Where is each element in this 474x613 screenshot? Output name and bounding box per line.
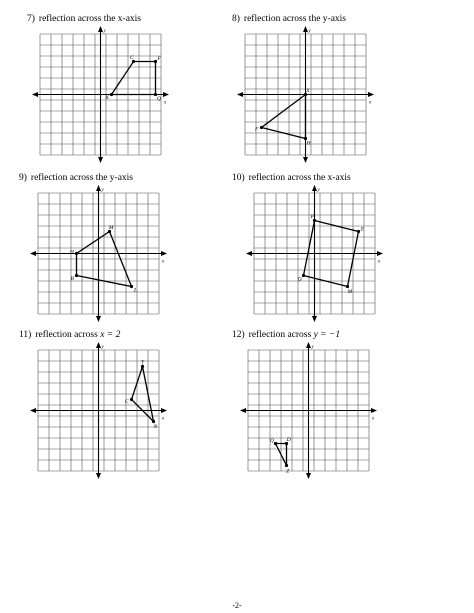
x-axis-arrow-left <box>30 408 36 413</box>
vertex-label: Q <box>157 96 162 103</box>
y-axis-label: y <box>311 345 314 350</box>
problem-number: 8) <box>232 14 240 24</box>
x-axis-arrow-right <box>371 408 377 413</box>
vertex-point <box>260 126 263 129</box>
problem-10 <box>232 173 452 323</box>
coordinate-grid <box>30 185 170 319</box>
y-axis-arrow-down <box>303 157 308 163</box>
problem-instruction: reflection across the y-axis <box>243 14 347 24</box>
vertex-label: E <box>360 226 365 233</box>
y-axis-arrow-up <box>98 26 103 32</box>
vertex-point <box>130 398 133 401</box>
problem-instruction: reflection across <box>35 330 98 340</box>
x-axis-arrow-left <box>30 251 36 256</box>
problem-title <box>232 330 340 340</box>
problem-title <box>19 330 120 340</box>
x-axis-label: x <box>378 259 381 265</box>
coordinate-grid <box>246 185 386 319</box>
vertex-label: F <box>157 55 161 62</box>
vertex-label: Q <box>269 437 274 444</box>
problem-number: 9) <box>19 173 27 183</box>
y-axis-label: y <box>317 188 320 193</box>
vertex-point <box>346 285 349 288</box>
vertex-point <box>285 464 288 467</box>
vertex-label: L <box>133 287 138 294</box>
vertex-label: Z <box>286 468 290 475</box>
vertex-label: C <box>124 399 129 406</box>
problem-8 <box>232 14 452 164</box>
x-axis-label: x <box>162 416 165 422</box>
x-axis-arrow-right <box>161 408 167 413</box>
vertex-point <box>110 93 113 96</box>
y-axis-arrow-up <box>312 185 317 191</box>
problem-instruction-math: y = −1 <box>313 330 341 340</box>
problem-title <box>27 14 141 24</box>
problem-title <box>232 14 346 24</box>
x-axis-arrow-right <box>161 251 167 256</box>
y-axis-label: y <box>101 188 104 193</box>
vertex-label: K <box>105 95 110 102</box>
x-axis-arrow-left <box>237 92 243 97</box>
y-axis-arrow-down <box>96 473 101 479</box>
figure-polygon <box>262 95 306 139</box>
vertex-label: B <box>70 276 74 283</box>
vertex-label: M <box>108 224 114 231</box>
y-axis-arrow-down <box>98 157 103 163</box>
y-axis-arrow-down <box>306 473 311 479</box>
y-axis-arrow-up <box>96 342 101 348</box>
y-axis-arrow-up <box>303 26 308 32</box>
vertex-label: F <box>254 126 259 133</box>
vertex-label: P <box>310 214 314 221</box>
problem-instruction: reflection across the y-axis <box>30 173 134 183</box>
y-axis-arrow-down <box>312 316 317 322</box>
y-axis-arrow-down <box>96 316 101 322</box>
problem-11 <box>19 330 239 480</box>
vertex-label: H <box>69 249 74 256</box>
x-axis-arrow-left <box>32 92 38 97</box>
problem-number: 11) <box>19 330 32 340</box>
x-axis-arrow-left <box>246 251 252 256</box>
coordinate-grid <box>32 26 172 160</box>
vertex-point <box>75 252 78 255</box>
x-axis-label: x <box>372 416 375 422</box>
y-axis-arrow-up <box>306 342 311 348</box>
vertex-point <box>274 442 277 445</box>
problem-instruction: reflection across <box>248 330 312 340</box>
x-axis-label: x <box>162 259 165 265</box>
problem-instruction: reflection across the x-axis <box>38 14 142 24</box>
vertex-label: N <box>153 424 158 431</box>
problem-9 <box>19 173 239 323</box>
problem-instruction-math: x = 2 <box>100 330 121 340</box>
problem-title <box>19 173 133 183</box>
x-axis-arrow-left <box>240 408 246 413</box>
y-axis-label: y <box>103 29 106 34</box>
vertex-label: D <box>286 437 291 444</box>
problem-number: 10) <box>232 173 245 183</box>
vertex-point <box>357 230 360 233</box>
coordinate-grid <box>240 342 380 476</box>
vertex-point <box>75 274 78 277</box>
coordinate-grid <box>30 342 170 476</box>
vertex-label: Q <box>297 276 302 283</box>
problem-title <box>232 173 351 183</box>
problem-number: 12) <box>232 330 245 340</box>
problem-12 <box>232 330 452 480</box>
y-axis-label: y <box>101 345 104 350</box>
y-axis-label: y <box>308 29 311 34</box>
problem-number: 7) <box>27 14 35 24</box>
x-axis-arrow-right <box>377 251 383 256</box>
vertex-label: X <box>306 88 310 95</box>
x-axis-label: x <box>164 100 167 106</box>
x-axis-arrow-right <box>368 92 374 97</box>
vertex-label: M <box>347 288 353 295</box>
vertex-label: H <box>306 140 311 147</box>
x-axis-label: x <box>369 100 372 106</box>
vertex-point <box>130 285 133 288</box>
coordinate-grid <box>237 26 377 160</box>
problem-instruction: reflection across the x-axis <box>248 173 351 183</box>
vertex-label: C <box>130 54 134 61</box>
problem-7 <box>27 14 247 164</box>
page-number: -2- <box>232 601 242 610</box>
y-axis-arrow-up <box>96 185 101 191</box>
vertex-label: Y <box>140 359 145 366</box>
x-axis-arrow-right <box>163 92 169 97</box>
vertex-point <box>152 420 155 423</box>
vertex-point <box>302 274 305 277</box>
